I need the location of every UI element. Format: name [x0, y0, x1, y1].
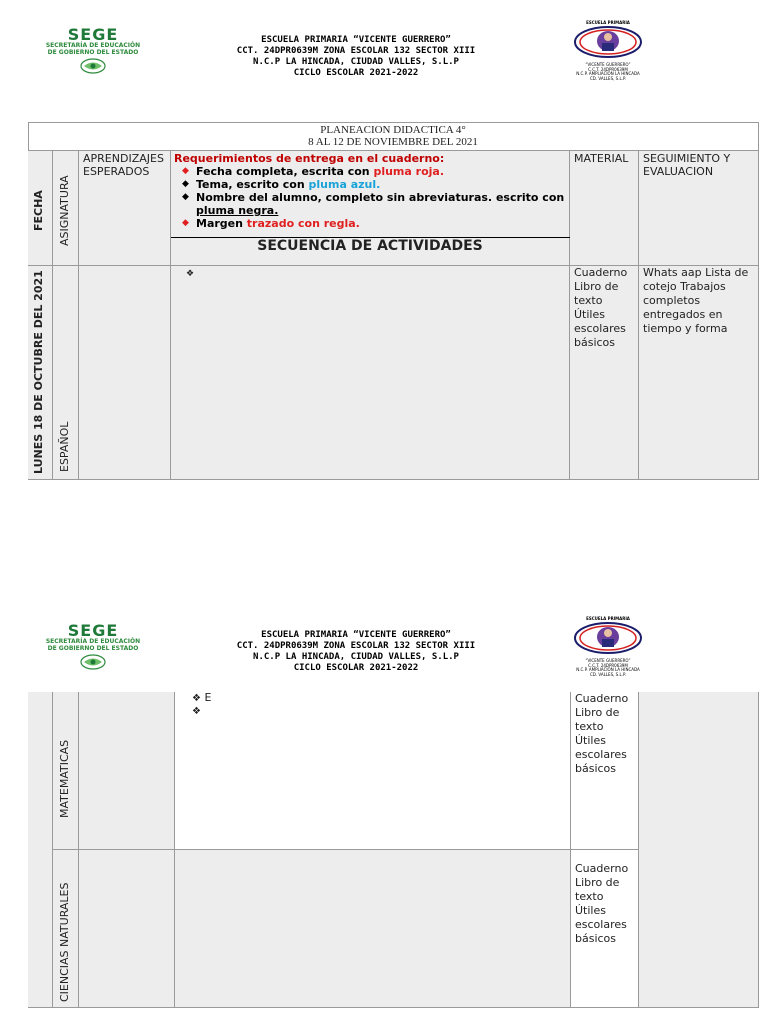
table-title [28, 122, 759, 151]
evaluation-text: Whats aap Lista de cotejo Trabajos completos entregados en tiempo y forma [643, 266, 749, 335]
header-seguimiento [639, 151, 759, 266]
evaluation-cell-2 [639, 692, 759, 1008]
requirement-item-2: ◆ Tema, escrito con pluma azul. [182, 178, 381, 191]
activities-cell [171, 266, 570, 480]
black-diamond-bullet-icon: ◆ [182, 192, 189, 202]
evaluation-cell [639, 266, 759, 480]
header-asignatura [53, 151, 79, 266]
school-cycle: CICLO ESCOLAR 2021-2022 [293, 663, 419, 673]
seal-top-text: ESCUELA PRIMARIA [586, 20, 630, 25]
requirement-item-3: ◆ Nombre del alumno, completo sin abreviaturas. escrito con pluma negra. [182, 191, 565, 217]
requirement-item-1: ◆ Fecha completa, escrita con pluma roja. [182, 165, 444, 178]
sege-logo-name: SEGE [67, 25, 119, 44]
school-header [206, 35, 506, 79]
seal-line-2: C.C.T. 24DPR0639M [588, 66, 628, 72]
activity-bullet-2 [192, 705, 570, 718]
red-diamond-bullet-icon: ◆ [182, 218, 189, 228]
school-seal-icon [573, 25, 643, 59]
header-seguimiento-label: SEGUIMIENTO Y EVALUACION [643, 152, 731, 178]
header-fecha [28, 151, 53, 266]
sege-logo-subtitle-1: SECRETARÍA DE EDUCACIÓN [45, 42, 141, 49]
four-diamond-bullet-icon: ❖ [186, 269, 195, 279]
requirement-item-4: ◆ Margen trazado con regla. [182, 217, 360, 230]
aprendizajes-cell-2 [79, 692, 175, 850]
school-seal-2 [558, 616, 658, 677]
date-cell-2 [28, 692, 53, 1008]
subject-cell-espanol [53, 266, 79, 480]
table-title-line-2: 8 AL 12 DE NOVIEMBRE DEL 2021 [308, 136, 478, 148]
seal-line-2: C.C.T. 24DPR0639M [588, 662, 628, 668]
four-diamond-bullet-icon: ❖ [192, 706, 201, 717]
sege-emblem-icon [80, 58, 106, 74]
school-seal-icon [573, 621, 643, 655]
activity-bullet-1: ❖ E [192, 691, 212, 704]
school-cct: CCT. 24DPR0639M ZONA ESCOLAR 132 SECTOR XIII [236, 641, 476, 651]
date-cell [28, 266, 53, 480]
aprendizajes-cell [79, 266, 171, 480]
sege-emblem-icon [80, 654, 106, 670]
seal-line-4: CD. VALLES, S.L.P. [589, 671, 627, 677]
school-name: ESCUELA PRIMARIA “VICENTE GUERRERO” [261, 35, 451, 45]
header-material-label: MATERIAL [574, 152, 629, 165]
subject-cell-matematicas [53, 692, 79, 850]
subject-label-espanol: ESPAÑOL [58, 421, 71, 472]
header-material [570, 151, 639, 266]
sege-logo-subtitle-2: DE GOBIERNO DEL ESTADO [47, 644, 139, 652]
material-cell [570, 266, 639, 480]
material-cell-ciencias [571, 850, 639, 1008]
material-cell-matematicas [571, 692, 639, 850]
requirements-title: Requerimientos de entrega en el cuaderno: [174, 152, 445, 165]
sege-logo-subtitle-2: DE GOBIERNO DEL ESTADO [47, 48, 139, 56]
subject-label-ciencias: CIENCIAS NATURALES [58, 882, 71, 1002]
seal-line-3: N.C.P. AMPLIACION LA HINCADA [576, 667, 640, 672]
seal-line-4: CD. VALLES, S.L.P. [589, 75, 627, 81]
four-diamond-bullet-icon: ❖ [192, 693, 201, 704]
sequence-title: SECUENCIA DE ACTIVIDADES [171, 238, 570, 266]
aprendizajes-cell-3 [79, 850, 175, 1008]
activities-cell-ciencias [175, 850, 571, 1008]
sege-logo-name: SEGE [67, 621, 119, 640]
sege-logo [34, 26, 152, 78]
school-cycle: CICLO ESCOLAR 2021-2022 [293, 68, 419, 78]
school-name: ESCUELA PRIMARIA “VICENTE GUERRERO” [261, 630, 451, 640]
header-fecha-label: FECHA [32, 190, 45, 231]
school-cct: CCT. 24DPR0639M ZONA ESCOLAR 132 SECTOR XIII [236, 46, 476, 56]
seal-line-1: “VICENTE GUERRERO” [585, 658, 631, 663]
date-label: LUNES 18 DE OCTUBRE DEL 2021 [32, 270, 45, 474]
black-diamond-bullet-icon: ◆ [182, 179, 189, 189]
seal-line-1: “VICENTE GUERRERO” [585, 62, 631, 67]
school-header-2 [206, 630, 506, 674]
activities-cell-matematicas [175, 692, 571, 850]
header-aprendizajes-label: APRENDIZAJES ESPERADOS [83, 152, 164, 178]
material-text: Cuaderno Libro de texto Útiles escolares básicos [575, 692, 629, 775]
requirements-block [171, 151, 570, 237]
seal-line-3: N.C.P. AMPLIACION LA HINCADA [576, 71, 640, 76]
school-location: N.C.P LA HINCADA, CIUDAD VALLES, S.L.P [253, 652, 459, 662]
red-diamond-bullet-icon: ◆ [182, 166, 189, 176]
subject-cell-ciencias [53, 850, 79, 1008]
sege-logo-subtitle-1: SECRETARÍA DE EDUCACIÓN [45, 638, 141, 645]
school-seal [558, 20, 658, 81]
seal-top-text: ESCUELA PRIMARIA [586, 616, 630, 621]
material-text: Cuaderno Libro de texto Útiles escolares básicos [574, 266, 628, 349]
header-asignatura-label: ASIGNATURA [58, 175, 71, 246]
table-title-line-1: PLANEACION DIDACTICA 4° [320, 124, 466, 136]
header-aprendizajes [79, 151, 171, 266]
material-text: Cuaderno Libro de texto Útiles escolares básicos [575, 862, 629, 945]
subject-label-matematicas: MATEMATICAS [58, 739, 71, 818]
school-location: N.C.P LA HINCADA, CIUDAD VALLES, S.L.P [253, 57, 459, 67]
sege-logo-2 [34, 622, 152, 674]
